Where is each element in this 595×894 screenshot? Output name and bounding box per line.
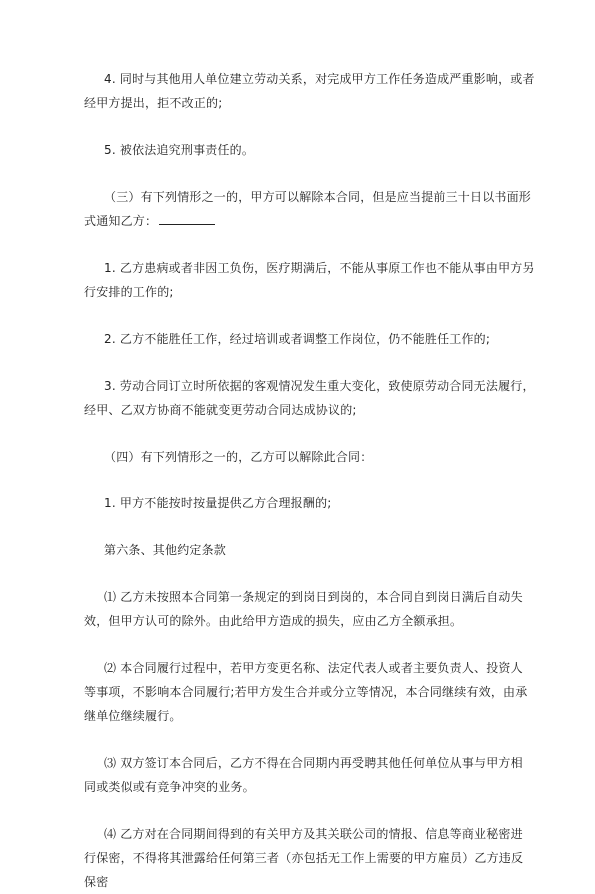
- paragraph-item-4: 4. 同时与其他用人单位建立劳动关系，对完成甲方工作任务造成严重影响，或者经甲方提出，拒不改正的;: [84, 72, 535, 110]
- paragraph-item-1: 1. 乙方患病或者非因工负伤，医疗期满后，不能从事原工作也不能从事由甲方另行安排的工作的;: [84, 261, 535, 299]
- clause-1: ⑴ 乙方未按照本合同第一条规定的到岗日到岗的，本合同自到岗日满后自动失效，但甲方认可的除外。由此给甲方造成的损失，应由乙方全额承担。: [84, 590, 523, 628]
- clause-2: ⑵ 本合同履行过程中，若甲方变更名称、法定代表人或者主要负责人、投资人等事项，不影响本合同履行;若甲方发生合并或分立等情况，本合同继续有效，由承继单位继续履行。: [84, 661, 528, 723]
- article-6-heading: 第六条、其他约定条款: [104, 543, 227, 557]
- paragraph-item-5: 5. 被依法追究刑事责任的。: [104, 143, 255, 157]
- paragraph-employee-item-1: 1. 甲方不能按时按量提供乙方合理报酬的;: [104, 496, 332, 510]
- clause-4: ⑷ 乙方对在合同期间得到的有关甲方及其关联公司的情报、信息等商业秘密进行保密，不得将其泄露给任何第三者（亦包括无工作上需要的甲方雇员）乙方违反保密: [84, 827, 524, 889]
- paragraph-item-3: 3. 劳动合同订立时所依据的客观情况发生重大变化，致使原劳动合同无法履行，经甲、乙双方协商不能就变更劳动合同达成协议的;: [84, 379, 535, 417]
- fill-in-blank: [159, 211, 215, 225]
- paragraph-item-2: 2. 乙方不能胜任工作，经过培训或者调整工作岗位，仍不能胜任工作的;: [104, 332, 491, 346]
- paragraph-section-4: （四）有下列情形之一的，乙方可以解除此合同：: [104, 450, 373, 464]
- paragraph-section-3: [84, 185, 535, 233]
- clause-3: ⑶ 双方签订本合同后，乙方不得在合同期内再受聘其他任何单位从事与甲方相同或类似或有竞争冲突的业务。: [84, 756, 523, 794]
- paragraph-section-3-text: （三）有下列情形之一的，甲方可以解除本合同，但是应当提前三十日以书面形式通知乙方：: [84, 190, 532, 228]
